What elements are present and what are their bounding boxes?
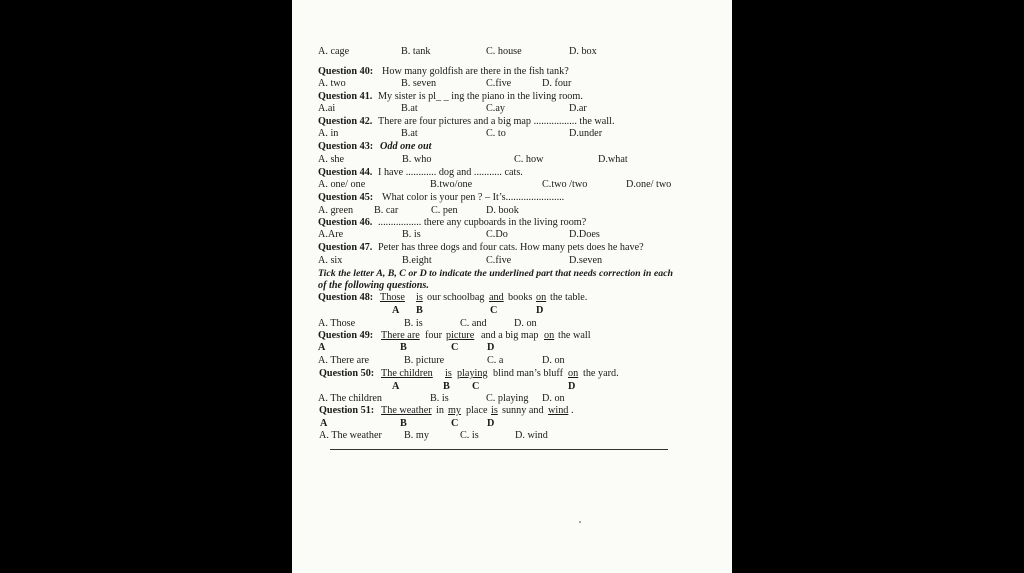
q50-part-a: The children — [381, 368, 433, 379]
q48-part-d: on — [536, 292, 547, 303]
q44-option-c: C.two /two — [542, 179, 588, 190]
q40-option-b: B. seven — [401, 78, 437, 89]
q41-option-d: D.ar — [569, 103, 587, 114]
q48-option-a: A. Those — [318, 318, 356, 329]
q48-part-a: Those — [380, 292, 405, 303]
q49-option-d: D. on — [542, 355, 565, 366]
q49-option-b: B. picture — [404, 355, 445, 366]
q51-option-b: B. my — [404, 430, 429, 441]
q51-text-1: in — [436, 405, 444, 416]
q50-option-c: C. playing — [486, 393, 529, 404]
q45-text: What color is your pen ? – It’s....................... — [382, 192, 565, 203]
q41-option-a: A.ai — [318, 103, 336, 114]
q47-number: Question 47. — [318, 242, 373, 253]
q42-number: Question 42. — [318, 116, 373, 127]
q49-text-1: four — [425, 330, 442, 341]
q51-option-a: A. The weather — [319, 430, 382, 441]
q49-part-a: There are — [381, 330, 420, 341]
q48-part-b: is — [416, 292, 423, 303]
q42-option-c: C. to — [486, 128, 506, 139]
q44-text: I have ............ dog and ........... cats. — [378, 167, 523, 178]
q49-part-b: picture — [446, 330, 475, 341]
q39-option-d: D. box — [569, 46, 597, 57]
q41-option-b: B.at — [401, 103, 418, 114]
q50-part-b: is — [445, 368, 452, 379]
q48-part-c: and — [489, 292, 504, 303]
q46-text: ................. there any cupboards in the living room? — [378, 217, 587, 228]
q44-option-a: A. one/ one — [318, 179, 366, 190]
q51-number: Question 51: — [319, 405, 375, 416]
q46-number: Question 46. — [318, 217, 373, 228]
q50-number: Question 50: — [319, 368, 375, 379]
q45-option-b: B. car — [374, 205, 399, 216]
q40-text: How many goldfish are there in the fish tank? — [382, 66, 569, 77]
q51-text-3: sunny and — [502, 405, 544, 416]
q40-option-a: A. two — [318, 78, 346, 89]
q49-text-2: and a big map — [481, 330, 539, 341]
q41-number: Question 41. — [318, 91, 373, 102]
q43-text: Odd one out — [380, 141, 432, 152]
q43-option-a: A. she — [318, 154, 345, 165]
q47-text: Peter has three dogs and four cats. How many pets does he have? — [378, 242, 644, 253]
q46-option-a: A.Are — [318, 229, 344, 240]
q47-option-c: C.five — [486, 255, 512, 266]
q40-option-c: C.five — [486, 78, 512, 89]
q43-number: Question 43: — [318, 141, 374, 152]
q49-option-a: A. There are — [318, 355, 370, 366]
q50-text-1: blind man’s bluff — [493, 368, 563, 379]
q49-number: Question 49: — [318, 330, 374, 341]
q43-option-b: B. who — [402, 154, 432, 165]
q49-text-3: the wall — [558, 330, 591, 341]
q42-option-b: B.at — [401, 128, 418, 139]
q39-option-c: C. house — [486, 46, 522, 57]
q50-text-2: the yard. — [583, 368, 619, 379]
scan-speck — [579, 521, 581, 523]
q42-text: There are four pictures and a big map ................. the wall. — [378, 116, 615, 127]
q44-option-d: D.one/ two — [626, 179, 672, 190]
q42-option-a: A. in — [318, 128, 339, 139]
q51-option-d: D. wind — [515, 430, 548, 441]
q51-part-b: my — [448, 405, 462, 416]
q41-option-c: C.ay — [486, 103, 505, 114]
end-rule — [330, 449, 668, 450]
q49-option-c: C. a — [487, 355, 504, 366]
q48-text-3: the table. — [550, 292, 588, 303]
q40-option-d: D. four — [542, 78, 572, 89]
q51-option-c: C. is — [460, 430, 479, 441]
q50-option-b: B. is — [430, 393, 449, 404]
q39-option-a: A. cage — [318, 46, 350, 57]
q40-number: Question 40: — [318, 66, 374, 77]
q50-part-c: playing — [457, 368, 488, 379]
q45-option-a: A. green — [318, 205, 354, 216]
q45-option-c: C. pen — [431, 205, 458, 216]
q44-option-b: B.two/one — [430, 179, 473, 190]
q43-option-c: C. how — [514, 154, 544, 165]
q48-option-b: B. is — [404, 318, 423, 329]
q50-part-d: on — [568, 368, 579, 379]
q51-text-4: . — [571, 405, 574, 416]
q51-part-c: is — [491, 405, 498, 416]
q47-option-b: B.eight — [402, 255, 432, 266]
q46-option-b: B. is — [402, 229, 421, 240]
q45-option-d: D. book — [486, 205, 519, 216]
q49-part-d: on — [544, 330, 555, 341]
q48-option-d: D. on — [514, 318, 537, 329]
q51-part-d: wind — [548, 405, 569, 416]
q42-option-d: D.under — [569, 128, 603, 139]
q51-text-2: place — [466, 405, 488, 416]
q51-part-a: The weather — [381, 405, 432, 416]
q46-option-d: D.Does — [569, 229, 600, 240]
q48-text-2: books — [508, 292, 533, 303]
q46-option-c: C.Do — [486, 229, 508, 240]
q45-number: Question 45: — [318, 192, 374, 203]
q44-number: Question 44. — [318, 167, 373, 178]
q48-number: Question 48: — [318, 292, 374, 303]
q47-option-d: D.seven — [569, 255, 603, 266]
q41-text: My sister is pl_ _ ing the piano in the living room. — [378, 91, 583, 102]
q43-option-d: D.what — [598, 154, 628, 165]
q48-option-c: C. and — [460, 318, 487, 329]
q39-option-b: B. tank — [401, 46, 431, 57]
q48-text-1: our schoolbag — [427, 292, 485, 303]
exam-page: A. cage B. tank C. house D. box Question 40: How many goldfish are there in the fish tank? A. two B. seven C.five D. four Question 41. My sister is pl_ _ ing the piano in the living room. A.ai B.at C.ay D.ar Question 42. There are four pictures and a big map ................. the wall. A. in B.at C. to D.under Question 43: Odd one out A. she B. who C. how D.what Question 44. I have ............ dog and ........... cats. A. one/ one B.two/one C.two /two D.one/ two Question 45: What color is your pen ? – It’s....................... A. green B. car C. pen D. book Question 46. ................. there any cupboards in the living room? A.Are B. is C.Do D.Does Question 47. Peter has three dogs and four cats. How many pets does he have? A. six B.eight C.five D.seven Tick the letter A, B, C or D to indicate the underlined part that needs correction in each of the following questions. Question 48: Those is our schoolbag and books on the table. A B C D A. Those B. is C. and D. on Question 49: There are four picture and a big map on the wall A B C D A. There are B. picture C. a D. on Question 50: The children is playing blind man’s bluff on the yard. A B C D A. The children B. is C. playing D. on Question 51: The weather in my place is sunny and wind . A B C D A. The weather B. my C. is D. wind — [292, 0, 732, 573]
q47-option-a: A. six — [318, 255, 343, 266]
q50-option-a: A. The children — [318, 393, 383, 404]
q50-option-d: D. on — [542, 393, 565, 404]
